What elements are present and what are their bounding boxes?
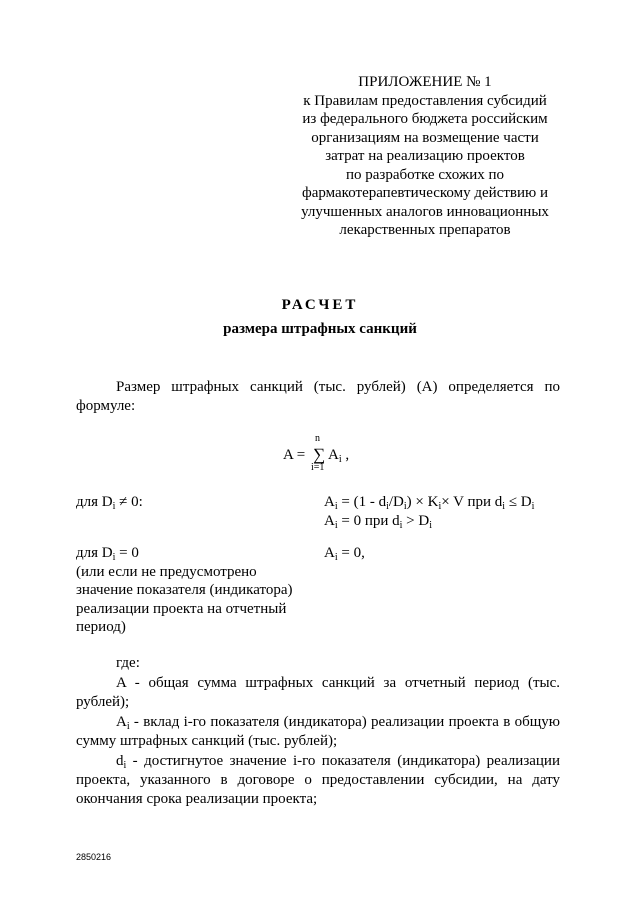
text: = (1 - d (337, 494, 387, 510)
case1-formula-line1 (324, 493, 534, 512)
text: ≠ 0: (115, 494, 143, 510)
text: /D (388, 494, 404, 510)
text: - достигнутое значение i-го показателя (индикатора) реализации проекта, указанного в договоре о предоставлении субсидии, на дату окончания срока реализации проекта; (76, 753, 560, 807)
text: - вклад i-го показателя (индикатора) реализации проекта в общую сумму штрафных санкций (тыс. рублей); (76, 714, 560, 749)
definition-di (76, 752, 560, 809)
subscript: i (438, 501, 442, 512)
subscript: i (123, 760, 127, 771)
case2-line4: реализации проекта на отчетный (76, 600, 287, 617)
text: A (324, 494, 335, 510)
subscript: i (502, 501, 506, 512)
subscript: i (334, 501, 338, 512)
subscript: i (334, 519, 338, 531)
subscript: i (399, 519, 403, 531)
appendix-line: лекарственных препаратов (339, 222, 511, 238)
case2-line5: период) (76, 619, 126, 635)
formula-lhs: A = (283, 447, 306, 463)
text: A (324, 512, 335, 529)
text: d (116, 753, 124, 769)
definition-ai (76, 713, 560, 751)
text: для D (76, 494, 113, 510)
text: > D (402, 512, 430, 529)
document-title: РАСЧЕТ (281, 297, 359, 313)
formula-term-letter: A (328, 447, 339, 463)
case2-line2: (или если не предусмотрено (76, 563, 257, 580)
formula-term (328, 447, 349, 465)
appendix-header (290, 73, 560, 240)
appendix-line: ПРИЛОЖЕНИЕ № 1 (358, 74, 492, 90)
subscript: i (531, 501, 535, 512)
case2-line3: значение показателя (индикатора) (76, 582, 293, 598)
appendix-line: фармакотерапевтическому действию и (301, 185, 548, 201)
text: A (116, 714, 127, 730)
appendix-line: из федерального бюджета российским (302, 111, 548, 127)
text: для D (76, 545, 113, 561)
case2-formula (324, 544, 365, 563)
appendix-line: улучшенных аналогов инновационных (301, 203, 549, 220)
text: = 0 (115, 545, 139, 561)
intro-paragraph: Размер штрафных санкций (тыс. рублей) (A) определяется по формуле: (76, 379, 560, 414)
subscript: i (334, 552, 338, 563)
text: A (324, 545, 335, 561)
text: × V при d (441, 494, 503, 510)
text: = 0, (337, 545, 365, 561)
definition-a: A - общая сумма штрафных санкций за отчетный период (тыс. рублей); (76, 675, 560, 710)
appendix-line: затрат на реализацию проектов (325, 148, 525, 164)
formula-lower-limit: i=1 (311, 462, 325, 473)
subscript: i (112, 501, 116, 512)
sigma-symbol: ∑ (313, 445, 326, 464)
formula-tail: , (341, 447, 350, 463)
appendix-line: по разработке схожих по (345, 166, 504, 183)
formula-upper-limit: n (315, 433, 320, 444)
subscript: i (386, 501, 389, 512)
case2-line1 (76, 544, 293, 563)
document-code: 2850216 (76, 852, 112, 862)
appendix-line: к Правилам предоставления субсидий (303, 92, 547, 109)
subscript: i (403, 501, 407, 512)
case2-condition (76, 544, 293, 637)
case1-formula-line2 (324, 512, 534, 531)
case1-formula (324, 493, 534, 530)
sum-formula (283, 433, 383, 473)
subscript: i (112, 552, 116, 563)
text: ) × K (406, 494, 439, 510)
document-subtitle: размера штрафных санкций (223, 321, 417, 337)
subscript: i (126, 721, 130, 732)
appendix-line: организациям на возмещение части (311, 129, 539, 146)
text: ≤ D (505, 494, 532, 510)
text: = 0 при d (337, 512, 400, 529)
where-label: где: (116, 655, 140, 671)
case1-condition (76, 493, 143, 512)
formula-term-subscript: i (338, 454, 342, 465)
subscript: i (429, 519, 432, 531)
